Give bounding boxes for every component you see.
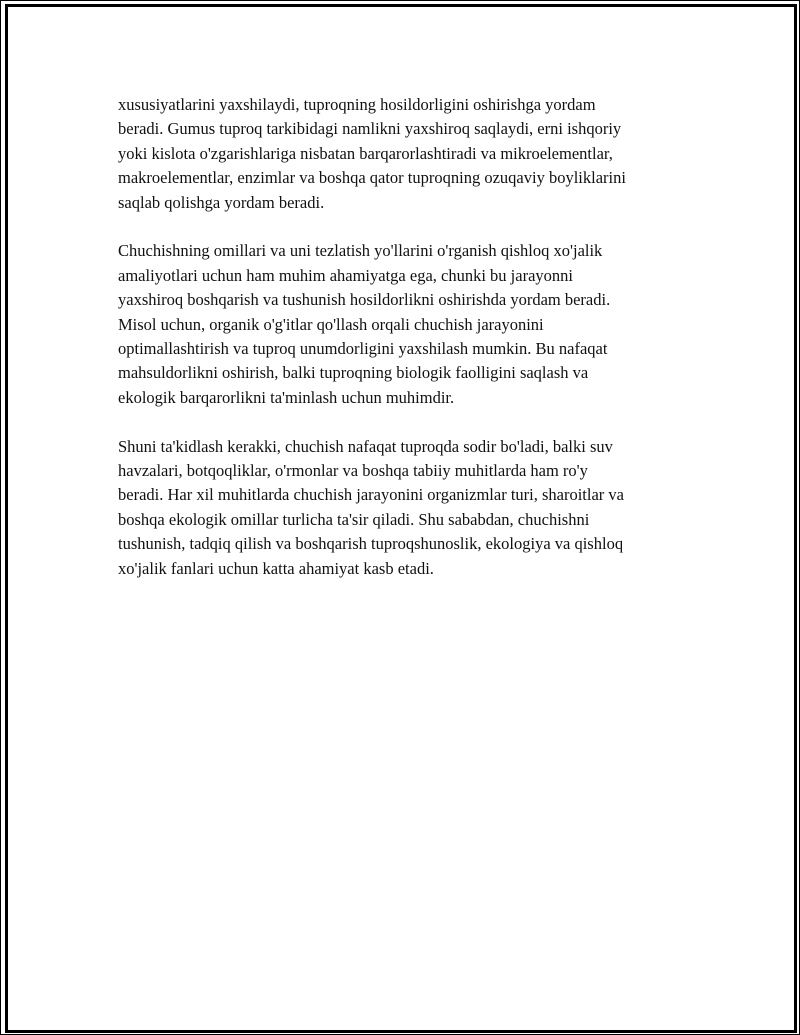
paragraph-1 bbox=[118, 93, 698, 215]
text-line: xo'jalik fanlari uchun katta ahamiyat kasb etadi. bbox=[118, 558, 434, 578]
text-line: beradi. Gumus tuproq tarkibidagi namlikni yaxshiroq saqlaydi, erni ishqoriy bbox=[118, 119, 622, 139]
text-line: yaxshiroq boshqarish va tushunish hosildorlikni oshirishda yordam beradi. bbox=[118, 290, 611, 310]
text-line: yoki kislota o'zgarishlariga nisbatan barqarorlashtiradi va mikroelementlar, bbox=[118, 143, 613, 163]
text-line: Shuni ta'kidlash kerakki, chuchish nafaqat tuproqda sodir bo'ladi, balki suv bbox=[118, 436, 613, 456]
document-body bbox=[118, 93, 698, 605]
text-line: optimallashtirish va tuproq unumdorligini yaxshilash mumkin. Bu nafaqat bbox=[118, 339, 608, 359]
text-line: amaliyotlari uchun ham muhim ahamiyatga ega, chunki bu jarayonni bbox=[118, 265, 573, 285]
text-line: Misol uchun, organik o'g'itlar qo'llash orqali chuchish jarayonini bbox=[118, 314, 544, 334]
paragraph-2 bbox=[118, 239, 698, 410]
text-line: ekologik barqarorlikni ta'minlash uchun muhimdir. bbox=[118, 387, 455, 407]
paragraph-3 bbox=[118, 435, 698, 581]
text-line: makroelementlar, enzimlar va boshqa qator tuproqning ozuqaviy boyliklarini bbox=[118, 168, 626, 188]
text-line: saqlab qolishga yordam beradi. bbox=[118, 192, 325, 212]
text-line: tushunish, tadqiq qilish va boshqarish tuproqshunoslik, ekologiya va qishloq bbox=[118, 534, 624, 554]
text-line: boshqa ekologik omillar turlicha ta'sir qiladi. Shu sababdan, chuchishni bbox=[118, 509, 590, 529]
text-line: havzalari, botqoqliklar, o'rmonlar va boshqa tabiiy muhitlarda ham ro'y bbox=[118, 461, 588, 481]
text-line: mahsuldorlikni oshirish, balki tuproqning biologik faolligini saqlash va bbox=[118, 363, 589, 383]
text-line: Chuchishning omillari va uni tezlatish yo'llarini o'rganish qishloq xo'jalik bbox=[118, 241, 603, 261]
text-line: beradi. Har xil muhitlarda chuchish jarayonini organizmlar turi, sharoitlar va bbox=[118, 485, 624, 505]
text-line: xususiyatlarini yaxshilaydi, tuproqning hosildorligini oshirishga yordam bbox=[118, 95, 596, 114]
